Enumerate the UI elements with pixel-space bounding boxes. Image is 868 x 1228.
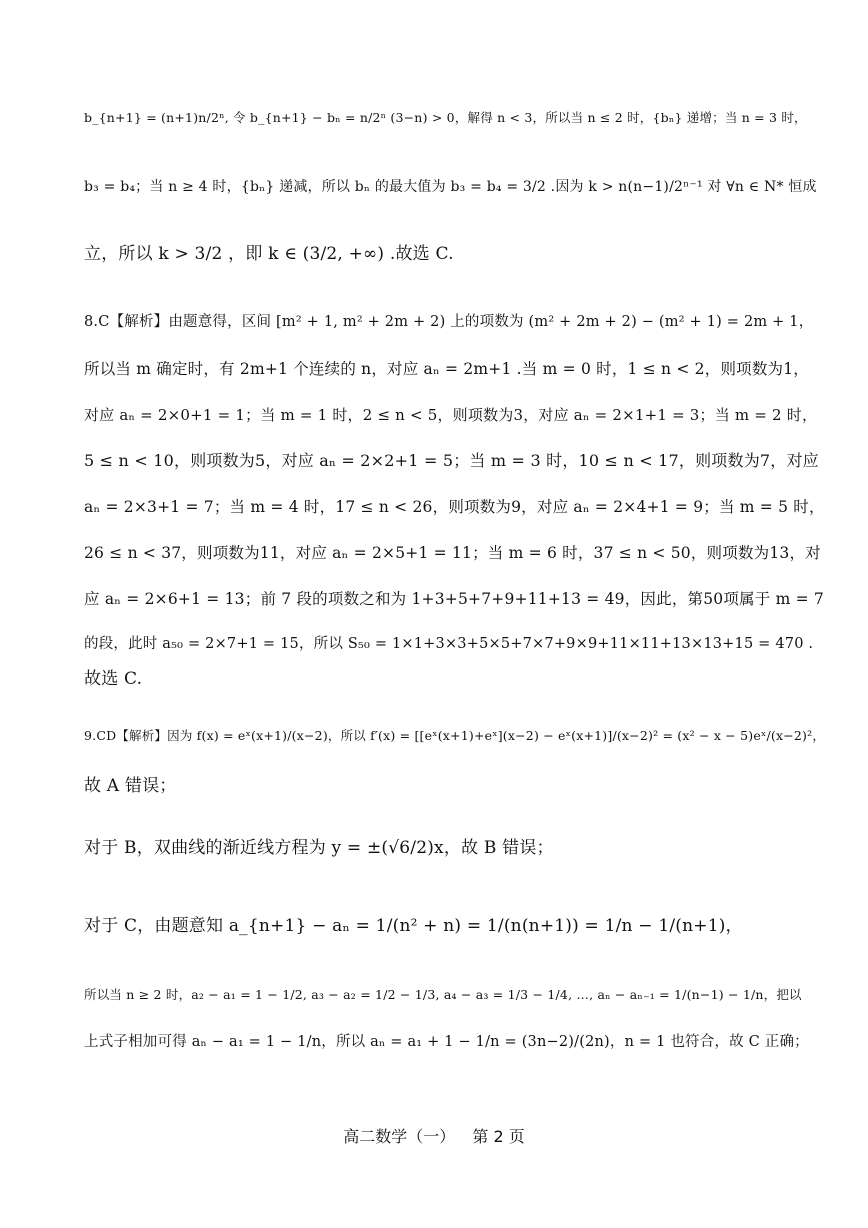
text-line: 对于 C，由题意知 a_{n+1} − aₙ = 1/(n² + n) = 1/(n(n+1)) = 1/n − 1/(n+1)， (84, 916, 743, 936)
footer-page-number: 第 2 页 (472, 1127, 525, 1146)
text-line: 的段，此时 a₅₀ = 2×7+1 = 15，所以 S₅₀ = 1×1+3×3+5×5+7×7+9×9+11×11+13×13+15 = 470 . (84, 636, 814, 652)
page-footer (0, 1126, 868, 1148)
text-line: 立，所以 k > 3/2 ，即 k ∈ (3/2, +∞) .故选 C. (84, 244, 454, 264)
text-line: 所以当 n ≥ 2 时，a₂ − a₁ = 1 − 1/2, a₃ − a₂ = 1/2 − 1/3, a₄ − a₃ = 1/3 − 1/4, …, aₙ − aₙ₋₁ = 1/(n−1) − 1/n，把以 (84, 987, 802, 1002)
text-line: 对于 B，双曲线的渐近线方程为 y = ±(√6/2)x，故 B 错误； (84, 838, 554, 858)
text-line: aₙ = 2×3+1 = 7；当 m = 4 时，17 ≤ n < 26，则项数为9，对应 aₙ = 2×4+1 = 9；当 m = 5 时， (84, 498, 825, 516)
text-line: 故 A 错误； (84, 776, 177, 796)
text-line: 9.CD【解析】因为 f(x) = eˣ(x+1)/(x−2)，所以 f′(x) = [[eˣ(x+1)+eˣ](x−2) − eˣ(x+1)]/(x−2)² = (x² − x − 5)eˣ/(x−2)²， (84, 728, 826, 743)
text-line: 8.C【解析】由题意得，区间 [m² + 1, m² + 2m + 2) 上的项数为 (m² + 2m + 2) − (m² + 1) = 2m + 1， (84, 314, 814, 330)
text-line: 应 aₙ = 2×6+1 = 13；前 7 段的项数之和为 1+3+5+7+9+11+13 = 49，因此，第50项属于 m = 7 (84, 590, 824, 608)
text-line: b_{n+1} = (n+1)n/2ⁿ, 令 b_{n+1} − bₙ = n/2ⁿ (3−n) > 0，解得 n < 3，所以当 n ≤ 2 时，{bₙ} 递增；当 n = 3 时， (84, 110, 807, 125)
text-line: 所以当 m 确定时，有 2m+1 个连续的 n，对应 aₙ = 2m+1 .当 m = 0 时，1 ≤ n < 2，则项数为1， (84, 360, 810, 378)
text-line: 5 ≤ n < 10，则项数为5，对应 aₙ = 2×2+1 = 5；当 m = 3 时，10 ≤ n < 17，则项数为7，对应 (84, 451, 819, 470)
text-line: 对应 aₙ = 2×0+1 = 1；当 m = 1 时，2 ≤ n < 5，则项数为3，对应 aₙ = 2×1+1 = 3；当 m = 2 时， (84, 406, 818, 424)
text-line: 故选 C. (84, 669, 143, 689)
footer-title: 高二数学（一） (343, 1127, 456, 1146)
text-line: 26 ≤ n < 37，则项数为11，对应 aₙ = 2×5+1 = 11；当 m = 6 时，37 ≤ n < 50，则项数为13，对 (84, 544, 821, 562)
text-line: 上式子相加可得 aₙ − a₁ = 1 − 1/n，所以 aₙ = a₁ + 1 − 1/n = (3n−2)/(2n)，n = 1 也符合，故 C 正确； (84, 1034, 809, 1050)
text-line: b₃ = b₄；当 n ≥ 4 时，{bₙ} 递减，所以 bₙ 的最大值为 b₃ = b₄ = 3/2 .因为 k > n(n−1)/2ⁿ⁻¹ 对 ∀n ∈ N* 恒成 (84, 179, 817, 195)
